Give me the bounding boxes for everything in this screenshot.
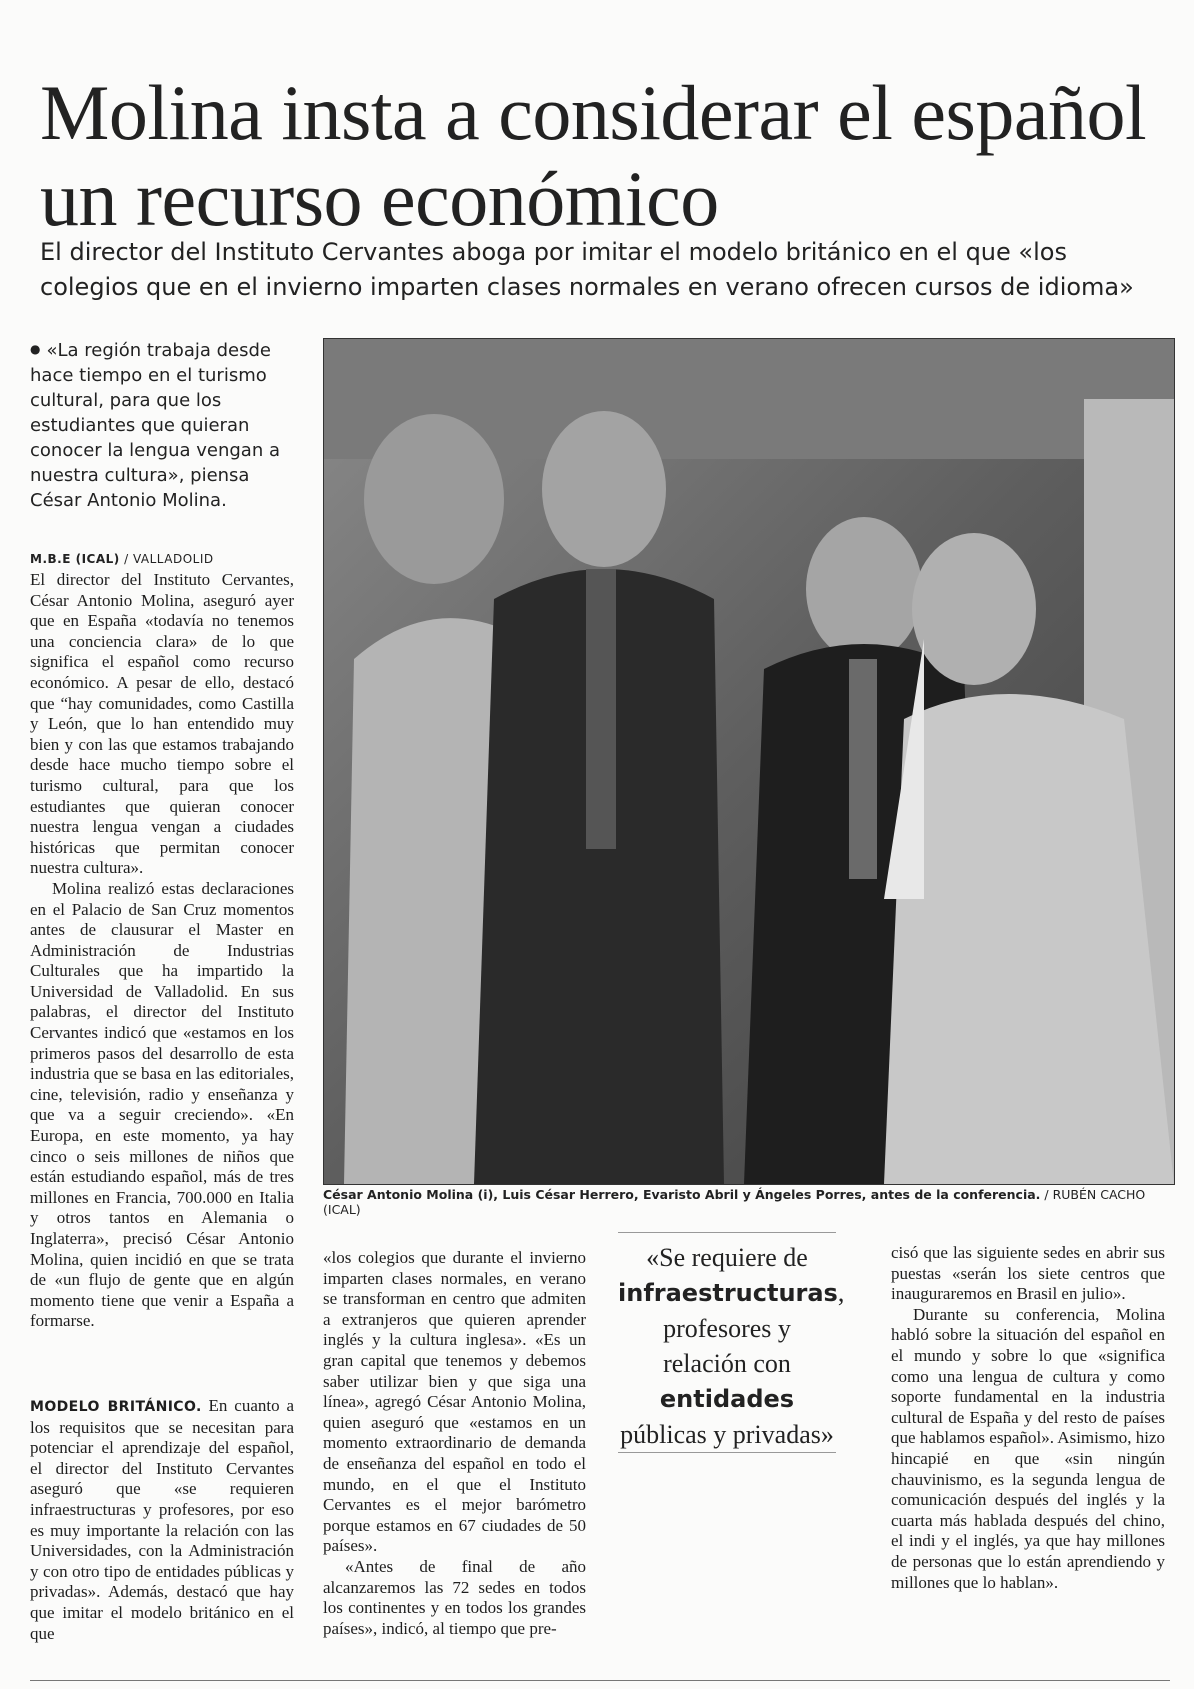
paragraph-7: Durante su conferencia, Molina habló sobre la situación del español en el mundo y sobre lo que «significa como una lengua de cultura y como soporte fundamental en la industria cultural de España y del resto de países que hablamos español». Asimismo, hizo hincapié en que «sin ningún chauvinismo, es la segunda lengua de comunicación después del inglés y la cuarta más hablada después del chino, el indi y el inglés, ya que hay millones de personas que lo están aprendiendo y millones que lo hablan». [891,1304,1165,1592]
paragraph-6: cisó que las siguiente sedes en abrir sus puestas «serán los siete centros que inauguraremos en Brasil en julio». [891,1243,1165,1304]
lead-text: «La región trabaja desde hace tiempo en el turismo cultural, para que los estudiantes que quieran conocer la lengua vengan a nuestra cultura», piensa César Antonio Molina. [30,340,280,511]
caption-text: César Antonio Molina (i), Luis César Herrero, Evaristo Abril y Ángeles Porres, antes de la conferencia. [323,1187,1041,1202]
paragraph-3-text: En cuanto a los requisitos que se necesitan para potenciar el aprendizaje del español, el director del Instituto Cervantes aseguró que «se requieren infraestructuras y profesores, por eso es muy importante la relación con las Universidades, con la Administración y con otro tipo de entidades públicas y privadas». Además, destacó que hay que imitar el modelo británico en el que [30,1396,294,1643]
subheadline: El director del Instituto Cervantes aboga por imitar el modelo británico en el que «los colegios que en el invierno imparten clases normales en verano ofrecen cursos de idioma» [40,238,1134,301]
paragraph-4: «los colegios que durante el invierno imparten clases normales, en verano se transforman en centro que admiten a extranjeros que quieren aprender inglés y la cultura inglesa». «Es un gran capital que tenemos y debemos saber utilizar bien y que siga una línea», agregó César Antonio Molina, quien aseguró que «estamos en un momento extraordinario de demanda de enseñanza del español en todo el mundo, en el que el Instituto Cervantes es el mejor barómetro porque estamos en 67 ciudades de 50 países». [323,1248,586,1556]
photo-illustration [324,339,1174,1184]
photo-credit: / RUBÉN CACHO (ICAL) [323,1187,1146,1217]
pullquote-rule-top [618,1232,836,1233]
article-column-1-lower [30,1396,294,1644]
lead-quote [30,337,292,513]
article-column-1 [30,570,294,1332]
pullquote-part-2: , profesores y relación con [663,1278,845,1378]
byline-author: M.B.E (ICAL) [30,552,120,566]
pullquote-part-1: «Se requiere de [646,1243,808,1272]
article-column-2 [323,1248,586,1639]
pullquote [618,1240,845,1452]
pullquote-part-3: públicas y privadas» [620,1420,834,1449]
paragraph-2: Molina realizó estas declaraciones en el Palacio de San Cruz momentos antes de clausurar el Master en Administración de Industrias Culturales que ha impartido la Universidad de Valladolid. En sus palabras, el director del Instituto Cervantes indicó que «estamos en los primeros pasos del desarrollo de esta industria que se basa en las editoriales, cine, televisión, radio y enseñanza y que va a seguir creciendo». «En Europa, en este momento, ya hay cinco o seis millones de niños que están estudiando español, más de tres millones en Francia, 700.000 en Italia y otros tantos en Alemania o Inglaterra», precisó César Antonio Molina, quien incidió en que se trata de «un flujo de gente que en algún momento tiene que venir a España a formarse. [30,878,294,1331]
paragraph-1: El director del Instituto Cervantes, César Antonio Molina, aseguró ayer que en España «todavía no tenemos una conciencia clara» de lo que significa el español como recurso económico. A pesar de ello, destacó que “hay comunidades, como Castilla y León, que lo han entendido muy bien y con las que estamos trabajando desde hace mucho tiempo sobre el turismo cultural, para que los estudiantes que quieran conocer nuestra lengua vengan a ciudades históricas que permitan conocer nuestra cultura». [30,570,294,878]
pullquote-emphasis-1: infraestructuras [618,1279,838,1307]
section-heading: MODELO BRITÁNICO. [30,1399,202,1415]
news-photo [323,338,1175,1185]
article-column-3 [891,1243,1165,1593]
pullquote-rule-bottom [618,1452,836,1453]
paragraph-5: «Antes de final de año alcanzaremos las 72 sedes en todos los continentes y en todos los grandes países», indicó, al tiempo que pre- [323,1556,586,1638]
headline: Molina insta a considerar el español un recurso económico [40,69,1147,243]
bottom-rule [30,1680,1170,1681]
photo-caption [323,1187,1173,1217]
byline [30,552,292,566]
byline-location: / VALLADOLID [124,552,214,566]
bullet-icon: ● [30,342,41,356]
paragraph-3 [30,1396,294,1644]
pullquote-emphasis-2: entidades [659,1385,795,1413]
